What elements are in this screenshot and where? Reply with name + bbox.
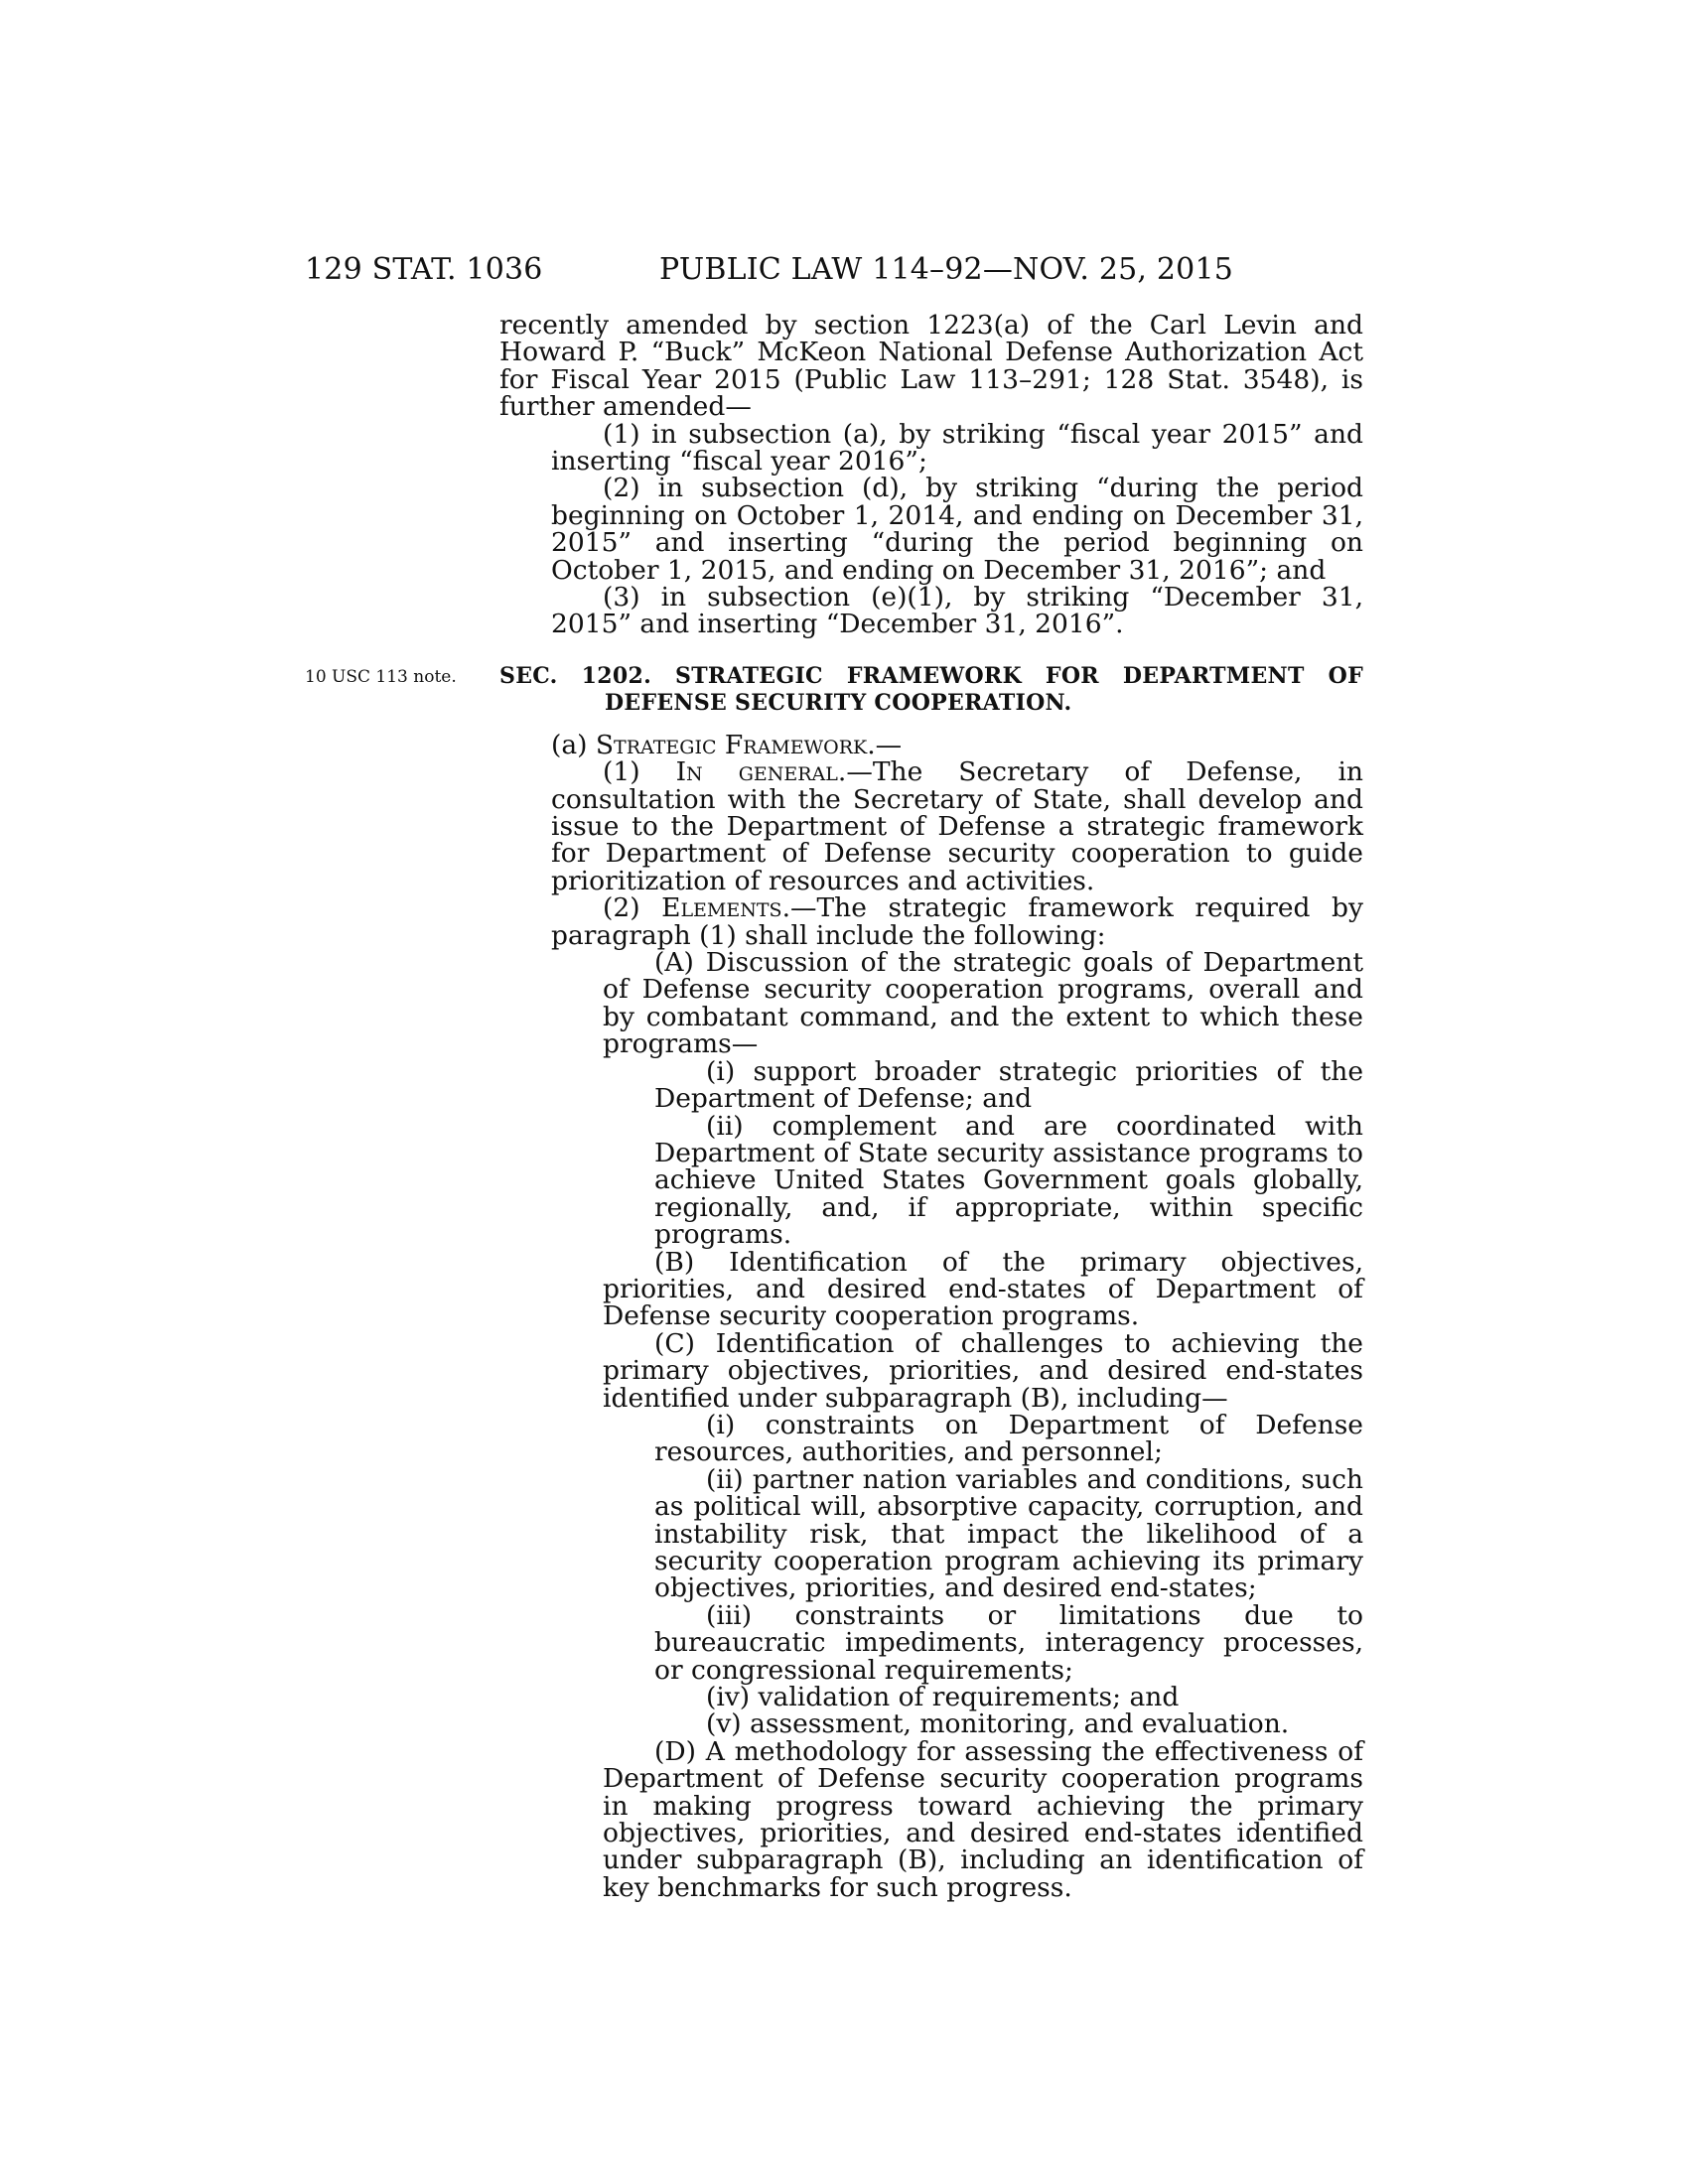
clause-c-iv: (iv) validation of requirements; and [706, 1682, 1180, 1713]
section-heading: SEC. 1202. STRATEGIC FRAMEWORK FOR DEPARTMENT OF DEFENSE SECURITY COOPERATION. [499, 663, 1363, 717]
paragraph-2: (2) Elements.—The strategic framework required by paragraph (1) shall include the following: [551, 892, 1363, 951]
paragraph-2-title: Elements. [661, 892, 790, 924]
clause-c-i: (i) constraints on Department of Defense resources, authorities, and personnel; [654, 1409, 1363, 1468]
clause-a-ii: (ii) complement and are coordinated with Department of State security assistance programs to achieve United States Government goals globally, regionally, and, if appropriate, within specific programs. [654, 1110, 1363, 1251]
subparagraph-c: (C) Identification of challenges to achieving the primary objectives, priorities, and desired end-states identified under subparagraph (B), including— [603, 1327, 1363, 1414]
paragraph-1: (1) In general.—The Secretary of Defense, in consultation with the Secretary of State, shall develop and issue to the Department of Defense a strategic framework for Department of Defense security cooperation to guide prioritization of resources and activities. [551, 756, 1363, 896]
amendment-para-2: (2) in subsection (d), by striking “during the period beginning on October 1, 2014, and ending on December 31, 2015” and inserting “during the period beginning on October 1, 2015, and ending on December 31, 2016”; and [551, 473, 1363, 586]
amendment-para-3: (3) in subsection (e)(1), by striking “December 31, 2015” and inserting “December 31, 2016”. [551, 582, 1363, 640]
paragraph-1-title: In general. [675, 756, 847, 788]
subsection-a-title: Strategic Framework.— [595, 729, 903, 760]
stat-page-number: 129 STAT. 1036 [305, 252, 543, 287]
usc-margin-note: 10 USC 113 note. [305, 667, 457, 687]
clause-c-iii: (iii) constraints or limitations due to bureaucratic impediments, interagency processes, or congressional requirements; [654, 1599, 1363, 1686]
subparagraph-b: (B) Identification of the primary objectives, priorities, and desired end-states of Department of Defense security cooperation programs. [603, 1246, 1363, 1332]
amendment-intro: recently amended by section 1223(a) of the Carl Levin and Howard P. “Buck” McKeon National Defense Authorization Act for Fiscal Year 2015 (Public Law 113–291; 128 Stat. 3548), is further amended— [499, 310, 1363, 423]
section-1202 [499, 663, 1363, 1901]
subsection-a: (a) Strategic Framework.— [551, 729, 903, 760]
clause-c-v: (v) assessment, monitoring, and evaluation. [706, 1708, 1290, 1740]
subparagraph-d: (D) A methodology for assessing the effectiveness of Department of Defense security cooperation programs in making progress toward achieving the primary objectives, priorities, and desired end-states identified under subparagraph (B), including an identification of key benchmarks for such progress. [603, 1735, 1363, 1903]
running-header: PUBLIC LAW 114–92—NOV. 25, 2015 [659, 252, 1234, 287]
amendment-para-1: (1) in subsection (a), by striking “fiscal year 2015” and inserting “fiscal year 2016”; [551, 418, 1363, 478]
subparagraph-a: (A) Discussion of the strategic goals of Department of Defense security cooperation programs, overall and by combatant command, and the extent to which these programs— [603, 947, 1363, 1060]
clause-a-i: (i) support broader strategic priorities of the Department of Defense; and [654, 1055, 1363, 1115]
clause-c-ii: (ii) partner nation variables and conditions, such as political will, absorptive capacity, corruption, and instability risk, that impact the likelihood of a security cooperation program achieving its primary objectives, priorities, and desired end-states; [654, 1463, 1363, 1604]
amendment-text [499, 312, 1363, 638]
